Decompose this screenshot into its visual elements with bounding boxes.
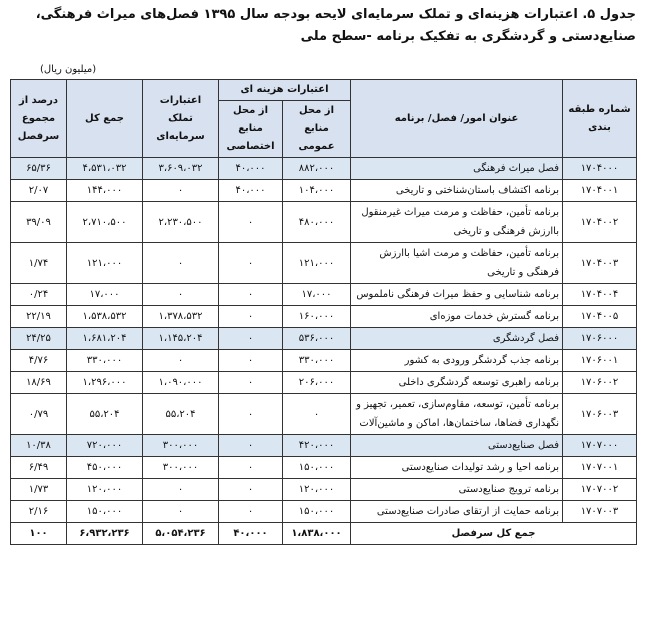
total-label: جمع کل سرفصل [351,523,637,545]
cell-title: برنامه ترویج صنایع‌دستی [351,479,563,501]
cell-percent: ۱۰/۳۸ [11,435,67,457]
cell-general: ۱۵۰،۰۰۰ [283,457,351,479]
table-row [11,457,637,479]
section-row [11,328,637,350]
cell-percent: ۲۴/۲۵ [11,328,67,350]
header-current-group: اعتبارات هزینه ای [219,80,351,101]
cell-specific: ۰ [219,284,283,306]
unit-label: (میلیون ریال) [40,64,97,75]
cell-title: برنامه گسترش خدمات موزه‌ای [351,306,563,328]
cell-general: ۴۸۰،۰۰۰ [283,202,351,243]
cell-capital: ۰ [143,284,219,306]
total-percent: ۱۰۰ [11,523,67,545]
cell-capital: ۱،۱۴۵،۲۰۴ [143,328,219,350]
cell-specific: ۰ [219,501,283,523]
header-code: شماره طبقه بندی [563,80,637,158]
cell-title: برنامه تأمین، توسعه، مقاوم‌سازی، تعمیر، تجهیز و نگهداری فضاها، ساختمان‌ها، اماکن و ماشین‌آلات [351,394,563,435]
cell-general: ۱۷،۰۰۰ [283,284,351,306]
cell-capital: ۰ [143,350,219,372]
cell-general: ۱۰۴،۰۰۰ [283,180,351,202]
cell-title: فصل گردشگری [351,328,563,350]
table-row [11,372,637,394]
cell-title: فصل میراث فرهنگی [351,158,563,180]
table-row [11,501,637,523]
cell-total: ۱۷،۰۰۰ [67,284,143,306]
cell-title: برنامه احیا و رشد تولیدات صنایع‌دستی [351,457,563,479]
cell-capital: ۰ [143,479,219,501]
cell-specific: ۰ [219,394,283,435]
cell-capital: ۵۵،۲۰۴ [143,394,219,435]
cell-specific: ۰ [219,202,283,243]
cell-total: ۵۵،۲۰۴ [67,394,143,435]
header-capital: اعتبارات تملک سرمایه‌ای [143,80,219,158]
table-row [11,479,637,501]
cell-total: ۴،۵۳۱،۰۳۲ [67,158,143,180]
cell-capital: ۳۰۰،۰۰۰ [143,435,219,457]
cell-total: ۱۵۰،۰۰۰ [67,501,143,523]
cell-percent: ۰/۷۹ [11,394,67,435]
cell-specific: ۰ [219,457,283,479]
cell-capital: ۱،۳۷۸،۵۳۲ [143,306,219,328]
cell-percent: ۶/۴۹ [11,457,67,479]
cell-general: ۸۸۲،۰۰۰ [283,158,351,180]
cell-specific: ۰ [219,328,283,350]
cell-code: ۱۷۰۷۰۰۲ [563,479,637,501]
table-body [11,158,637,523]
cell-title: برنامه راهبری توسعه گردشگری داخلی [351,372,563,394]
cell-percent: ۱/۷۳ [11,479,67,501]
cell-specific: ۰ [219,306,283,328]
cell-total: ۴۵۰،۰۰۰ [67,457,143,479]
total-general: ۱،۸۳۸،۰۰۰ [283,523,351,545]
cell-total: ۱۲۰،۰۰۰ [67,479,143,501]
cell-general: ۴۲۰،۰۰۰ [283,435,351,457]
cell-code: ۱۷۰۴۰۰۴ [563,284,637,306]
cell-code: ۱۷۰۴۰۰۲ [563,202,637,243]
cell-title: برنامه تأمین، حفاظت و مرمت اشیا باارزش فرهنگی و تاریخی [351,243,563,284]
cell-total: ۲،۷۱۰،۵۰۰ [67,202,143,243]
cell-title: برنامه جذب گردشگر ورودی به کشور [351,350,563,372]
cell-code: ۱۷۰۶۰۰۳ [563,394,637,435]
cell-specific: ۰ [219,479,283,501]
cell-general: ۲۰۶،۰۰۰ [283,372,351,394]
cell-percent: ۰/۲۴ [11,284,67,306]
cell-capital: ۳،۶۰۹،۰۳۲ [143,158,219,180]
cell-general: ۵۳۶،۰۰۰ [283,328,351,350]
table-row [11,306,637,328]
cell-capital: ۰ [143,501,219,523]
cell-total: ۱،۶۸۱،۲۰۴ [67,328,143,350]
cell-code: ۱۷۰۷۰۰۰ [563,435,637,457]
section-row [11,158,637,180]
cell-total: ۱۲۱،۰۰۰ [67,243,143,284]
cell-capital: ۱،۰۹۰،۰۰۰ [143,372,219,394]
header-percent: درصد از مجموع سرفصل [11,80,67,158]
cell-capital: ۰ [143,180,219,202]
table-row [11,284,637,306]
header-specific: از محل منابع اختصاصی [219,101,283,158]
table-row [11,394,637,435]
table-row [11,202,637,243]
cell-specific: ۴۰،۰۰۰ [219,180,283,202]
cell-percent: ۱۸/۶۹ [11,372,67,394]
cell-code: ۱۷۰۴۰۰۳ [563,243,637,284]
cell-code: ۱۷۰۷۰۰۳ [563,501,637,523]
cell-specific: ۰ [219,435,283,457]
table-title [10,4,636,48]
cell-percent: ۴/۷۶ [11,350,67,372]
total-specific: ۴۰،۰۰۰ [219,523,283,545]
cell-percent: ۳۹/۰۹ [11,202,67,243]
cell-specific: ۰ [219,350,283,372]
header-general: از محل منابع عمومی [283,101,351,158]
cell-percent: ۱/۷۴ [11,243,67,284]
cell-total: ۳۳۰،۰۰۰ [67,350,143,372]
cell-total: ۷۲۰،۰۰۰ [67,435,143,457]
cell-code: ۱۷۰۶۰۰۱ [563,350,637,372]
table-row [11,350,637,372]
title-line-1: جدول ۵. اعتبارات هزینه‌ای و تملک سرمایه‌ای لایحه بودجه سال ۱۳۹۵ فصل‌های میراث فرهنگی، [35,7,636,22]
total-capital: ۵،۰۵۴،۲۳۶ [143,523,219,545]
cell-code: ۱۷۰۷۰۰۱ [563,457,637,479]
cell-title: برنامه حمایت از ارتقای صادرات صنایع‌دستی [351,501,563,523]
cell-code: ۱۷۰۴۰۰۰ [563,158,637,180]
cell-total: ۱،۵۳۸،۵۳۲ [67,306,143,328]
cell-total: ۱۴۴،۰۰۰ [67,180,143,202]
header-total: جمع کل [67,80,143,158]
cell-title: برنامه اکتشاف باستان‌شناختی و تاریخی [351,180,563,202]
cell-percent: ۲/۱۶ [11,501,67,523]
cell-title: برنامه تأمین، حفاظت و مرمت میراث غیرمنقول باارزش فرهنگی و تاریخی [351,202,563,243]
cell-capital: ۰ [143,243,219,284]
cell-general: ۱۲۱،۰۰۰ [283,243,351,284]
table-header [11,80,637,158]
cell-general: ۰ [283,394,351,435]
header-title: عنوان امور/ فصل/ برنامه [351,80,563,158]
section-row [11,435,637,457]
total-total: ۶،۹۳۲،۲۳۶ [67,523,143,545]
cell-title: فصل صنایع‌دستی [351,435,563,457]
cell-code: ۱۷۰۶۰۰۲ [563,372,637,394]
title-line-2: صنایع‌دستی و گردشگری به تفکیک برنامه -سطح ملی [300,29,636,44]
total-row [11,523,637,545]
cell-general: ۱۵۰،۰۰۰ [283,501,351,523]
cell-capital: ۲،۲۳۰،۵۰۰ [143,202,219,243]
cell-specific: ۴۰،۰۰۰ [219,158,283,180]
cell-specific: ۰ [219,372,283,394]
cell-specific: ۰ [219,243,283,284]
budget-table [10,79,637,545]
cell-general: ۳۳۰،۰۰۰ [283,350,351,372]
cell-general: ۱۶۰،۰۰۰ [283,306,351,328]
cell-code: ۱۷۰۶۰۰۰ [563,328,637,350]
cell-capital: ۳۰۰،۰۰۰ [143,457,219,479]
cell-total: ۱،۲۹۶،۰۰۰ [67,372,143,394]
table-row [11,243,637,284]
cell-title: برنامه شناسایی و حفظ میراث فرهنگی ناملموس [351,284,563,306]
cell-code: ۱۷۰۴۰۰۱ [563,180,637,202]
cell-percent: ۶۵/۳۶ [11,158,67,180]
cell-percent: ۲۲/۱۹ [11,306,67,328]
table-row [11,180,637,202]
cell-code: ۱۷۰۴۰۰۵ [563,306,637,328]
cell-general: ۱۲۰،۰۰۰ [283,479,351,501]
cell-percent: ۲/۰۷ [11,180,67,202]
